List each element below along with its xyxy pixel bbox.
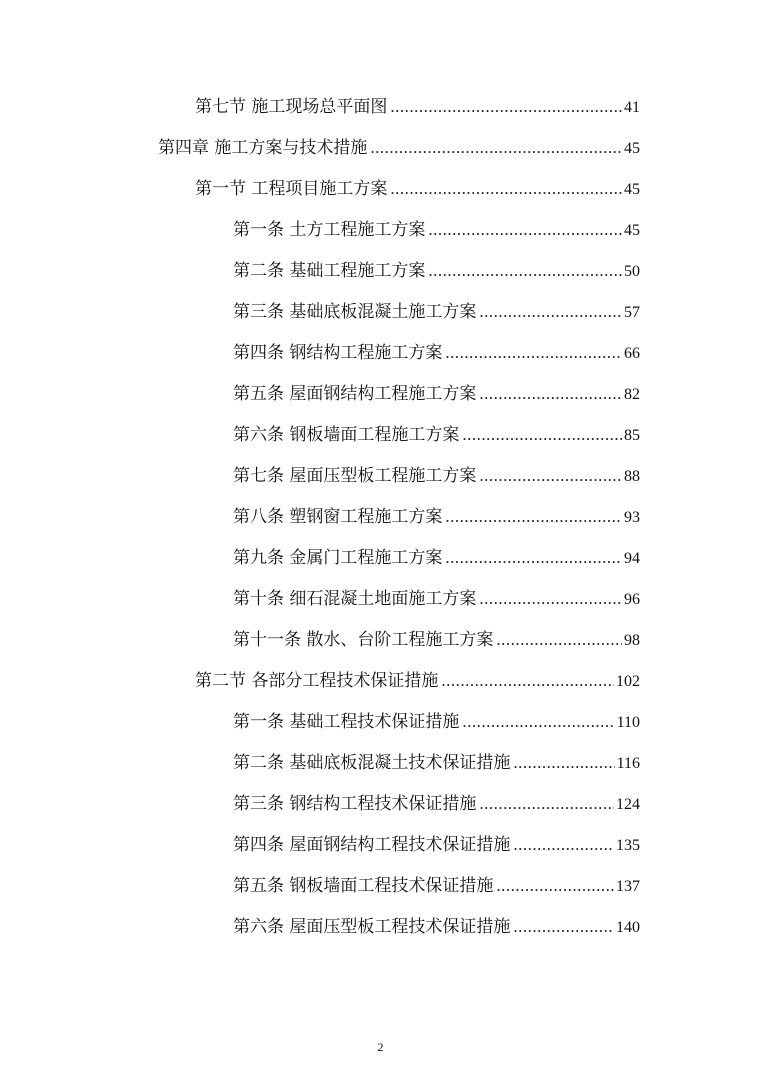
dot-leader [479,302,622,322]
toc-entry[interactable] [233,461,640,491]
toc-entry[interactable] [233,830,640,860]
toc-entry-label: 第一条 土方工程施工方案 [233,220,426,240]
toc-entry-page: 66 [624,345,640,362]
toc-entry-page: 94 [624,550,640,567]
toc-entry[interactable] [233,420,640,450]
dot-leader [479,589,622,609]
toc-entry[interactable] [233,748,640,778]
dot-leader [513,917,614,937]
dot-leader [445,548,622,568]
toc-entry-label: 第四条 钢结构工程施工方案 [233,343,443,363]
dot-leader [462,425,622,445]
toc-entry[interactable] [233,543,640,573]
toc-entry-page: 116 [616,755,640,772]
toc-entry[interactable] [233,625,640,655]
toc-entry-page: 57 [624,304,640,321]
toc-entry-page: 110 [616,714,640,731]
toc-entry-label: 第四条 屋面钢结构工程技术保证措施 [233,835,511,855]
toc-entry-page: 102 [616,673,640,690]
dot-leader [370,138,622,158]
toc-entry-label: 第七条 屋面压型板工程施工方案 [233,466,477,486]
page-number: 2 [377,1040,384,1054]
toc-entry[interactable] [233,912,640,942]
dot-leader [462,712,614,732]
toc-entry-label: 第七节 施工现场总平面图 [195,97,388,117]
toc-entry-label: 第六条 屋面压型板工程技术保证措施 [233,917,511,937]
toc-entry[interactable] [233,215,640,245]
toc-entry-label: 第五条 钢板墙面工程技术保证措施 [233,876,494,896]
toc-entry[interactable] [233,502,640,532]
toc-entry-label: 第三条 钢结构工程技术保证措施 [233,794,477,814]
toc-entry-page: 45 [624,222,640,239]
toc-entry[interactable] [195,174,640,204]
toc-entry-page: 93 [624,509,640,526]
toc-entry-page: 45 [624,181,640,198]
dot-leader [428,261,622,281]
toc-entry-page: 82 [624,386,640,403]
toc-entry-page: 85 [624,427,640,444]
toc-entry-label: 第三条 基础底板混凝土施工方案 [233,302,477,322]
toc-entry-label: 第十条 细石混凝土地面施工方案 [233,589,477,609]
dot-leader [479,794,614,814]
toc-entry-label: 第二节 各部分工程技术保证措施 [195,671,439,691]
toc-entry[interactable] [233,297,640,327]
toc-entry-label: 第九条 金属门工程施工方案 [233,548,443,568]
toc-entry-label: 第六条 钢板墙面工程施工方案 [233,425,460,445]
toc-entry-page: 41 [624,99,640,116]
toc-entry-page: 88 [624,468,640,485]
toc-entry-label: 第四章 施工方案与技术措施 [158,138,368,158]
toc-entry[interactable] [233,871,640,901]
toc-entry-label: 第八条 塑钢窗工程施工方案 [233,507,443,527]
toc-entry-label: 第十一条 散水、台阶工程施工方案 [233,630,494,650]
toc-entry-label: 第一条 基础工程技术保证措施 [233,712,460,732]
toc-entry-page: 96 [624,591,640,608]
dot-leader [513,835,614,855]
toc-entry-page: 124 [616,796,640,813]
dot-leader [513,753,614,773]
toc-entry-page: 137 [616,878,640,895]
toc-entry-label: 第二条 基础工程施工方案 [233,261,426,281]
toc-entry[interactable] [233,379,640,409]
dot-leader [428,220,622,240]
dot-leader [390,97,622,117]
dot-leader [445,507,622,527]
dot-leader [496,876,614,896]
dot-leader [496,630,622,650]
dot-leader [390,179,622,199]
toc-entry-page: 45 [624,140,640,157]
dot-leader [479,384,622,404]
dot-leader [445,343,622,363]
toc-entry-label: 第一节 工程项目施工方案 [195,179,388,199]
toc-entry-page: 98 [624,632,640,649]
toc-entry[interactable] [233,584,640,614]
toc-entry-page: 135 [616,837,640,854]
toc-entry[interactable] [233,338,640,368]
toc-entry[interactable] [195,92,640,122]
toc-entry[interactable] [233,789,640,819]
dot-leader [479,466,622,486]
toc-entry-label: 第二条 基础底板混凝土技术保证措施 [233,753,511,773]
toc-entry-label: 第五条 屋面钢结构工程施工方案 [233,384,477,404]
toc-entry[interactable] [158,133,640,163]
toc-entry-page: 140 [616,919,640,936]
dot-leader [441,671,614,691]
toc-entry-page: 50 [624,263,640,280]
toc-entry[interactable] [195,666,640,696]
toc-entry[interactable] [233,707,640,737]
toc-entry[interactable] [233,256,640,286]
